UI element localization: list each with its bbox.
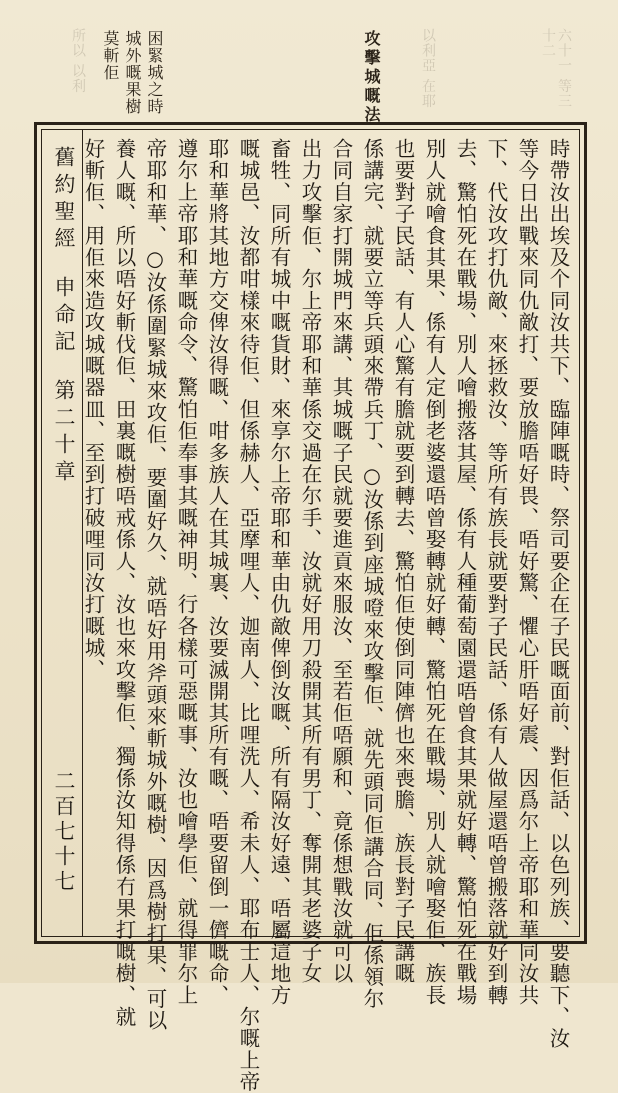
book-part: 申命記 (52, 276, 76, 357)
header-ghost-text-far-left: 所以 以利 (70, 28, 86, 94)
book-title: 舊約聖經 (52, 146, 76, 254)
text-frame (34, 122, 587, 1093)
text-column: 時帶汝出埃及个同汝共下、臨陣嘅時、祭司要企在子民嘅面前、對佢話、以色列族、要聽下、汝 (546, 138, 570, 1050)
text-column: 去、驚怕死在戰場、別人噲搬落其屋、係有人種葡萄園還唔曾食其果就好轉、驚怕死在戰場 (453, 138, 477, 1006)
page-header-title: 攻擊城嘅法 (362, 30, 381, 125)
page-gutter (42, 130, 82, 936)
text-column: 下、代汝攻打仇敵、來拯救汝、等所有族長就要對子民話、係有人做屋還唔曾搬落就好到轉 (484, 138, 508, 1006)
text-column: 畜牲、同所有城中嘅貨財、來享尔上帝耶和華由仇敵俾倒汝嘅、所有隔汝好遠、唔屬這地方 (267, 138, 291, 1006)
text-column: 帝耶和華、○汝係圍緊城來攻佢、要圍好久、就唔好用斧頭來斬城外嘅樹、因爲樹打果、可以 (143, 138, 167, 1032)
body-text (81, 138, 573, 1093)
margin-note-line-1: 困緊城之時 (145, 30, 164, 115)
page-number: 二百七十七 (52, 770, 76, 895)
text-column: 好斬佢、用佢來造攻城嘅器皿、至到打破哩同汝打嘅城、 (81, 138, 105, 681)
text-column: 嘅城邑、汝都咁樣來待佢、但係赫人、亞摩哩人、迦南人、比哩洗人、希未人、耶布士人、尔嘅上帝 (236, 138, 260, 1093)
chapter-label: 第二十章 (52, 379, 76, 487)
text-column: 合同自家打開城門來講、其城嘅子民就要進貢來服汝、至若佢唔願和、竟係想戰汝就可以 (329, 138, 353, 985)
text-column: 耶和華將其地方交俾汝得嘅、咁多族人在其城裏、汝要滅開其所有嘅、唔要留倒一儕嘅命、 (205, 138, 229, 1006)
text-column: 也要對子民話、有人心驚有膽就要到轉去、驚怕佢使倒同陣儕也來喪膽、族長對子民講嘅 (391, 138, 415, 985)
margin-note-line-3: 莫斬佢 (101, 30, 120, 81)
text-column: 係講完、就要立等兵頭來帶兵丁、○汝係到座城噔來攻擊佢、就先頭同佢講合同、佢係領尔 (360, 138, 384, 1010)
text-column: 出力攻擊佢、尔上帝耶和華係交過在尔手、汝就好用刀殺開其所有男丁、奪開其老婆子女 (298, 138, 322, 985)
header-ghost-text-right: 六十一 等三十二 (540, 28, 572, 109)
header-ghost-text-left: 以利亞 在耶 (420, 28, 436, 109)
text-column: 養人嘅、所以唔好斬伐佢、田裏嘅樹唔戒係人、汝也來攻擊佢、獨係汝知得係冇果打嘅樹、就 (112, 138, 136, 1028)
running-head (47, 146, 79, 487)
margin-note-line-2: 城外嘅果樹 (123, 30, 142, 115)
text-frame-inner (41, 129, 580, 1093)
text-column: 等今日出戰來同仇敵打、要放膽唔好畏、唔好驚、懼心肝唔好震、因爲尔上帝耶和華同汝共 (515, 138, 539, 1006)
text-column: 別人就噲食其果、係有人定倒老婆還唔曾娶轉就好轉、驚怕死在戰場、別人就噲娶佢、族長 (422, 138, 446, 1006)
text-column: 遵尔上帝耶和華嘅命令、驚怕佢奉事其嘅神明、行各樣可惡嘅事、汝也噲學佢、就得罪尔上 (174, 138, 198, 1006)
